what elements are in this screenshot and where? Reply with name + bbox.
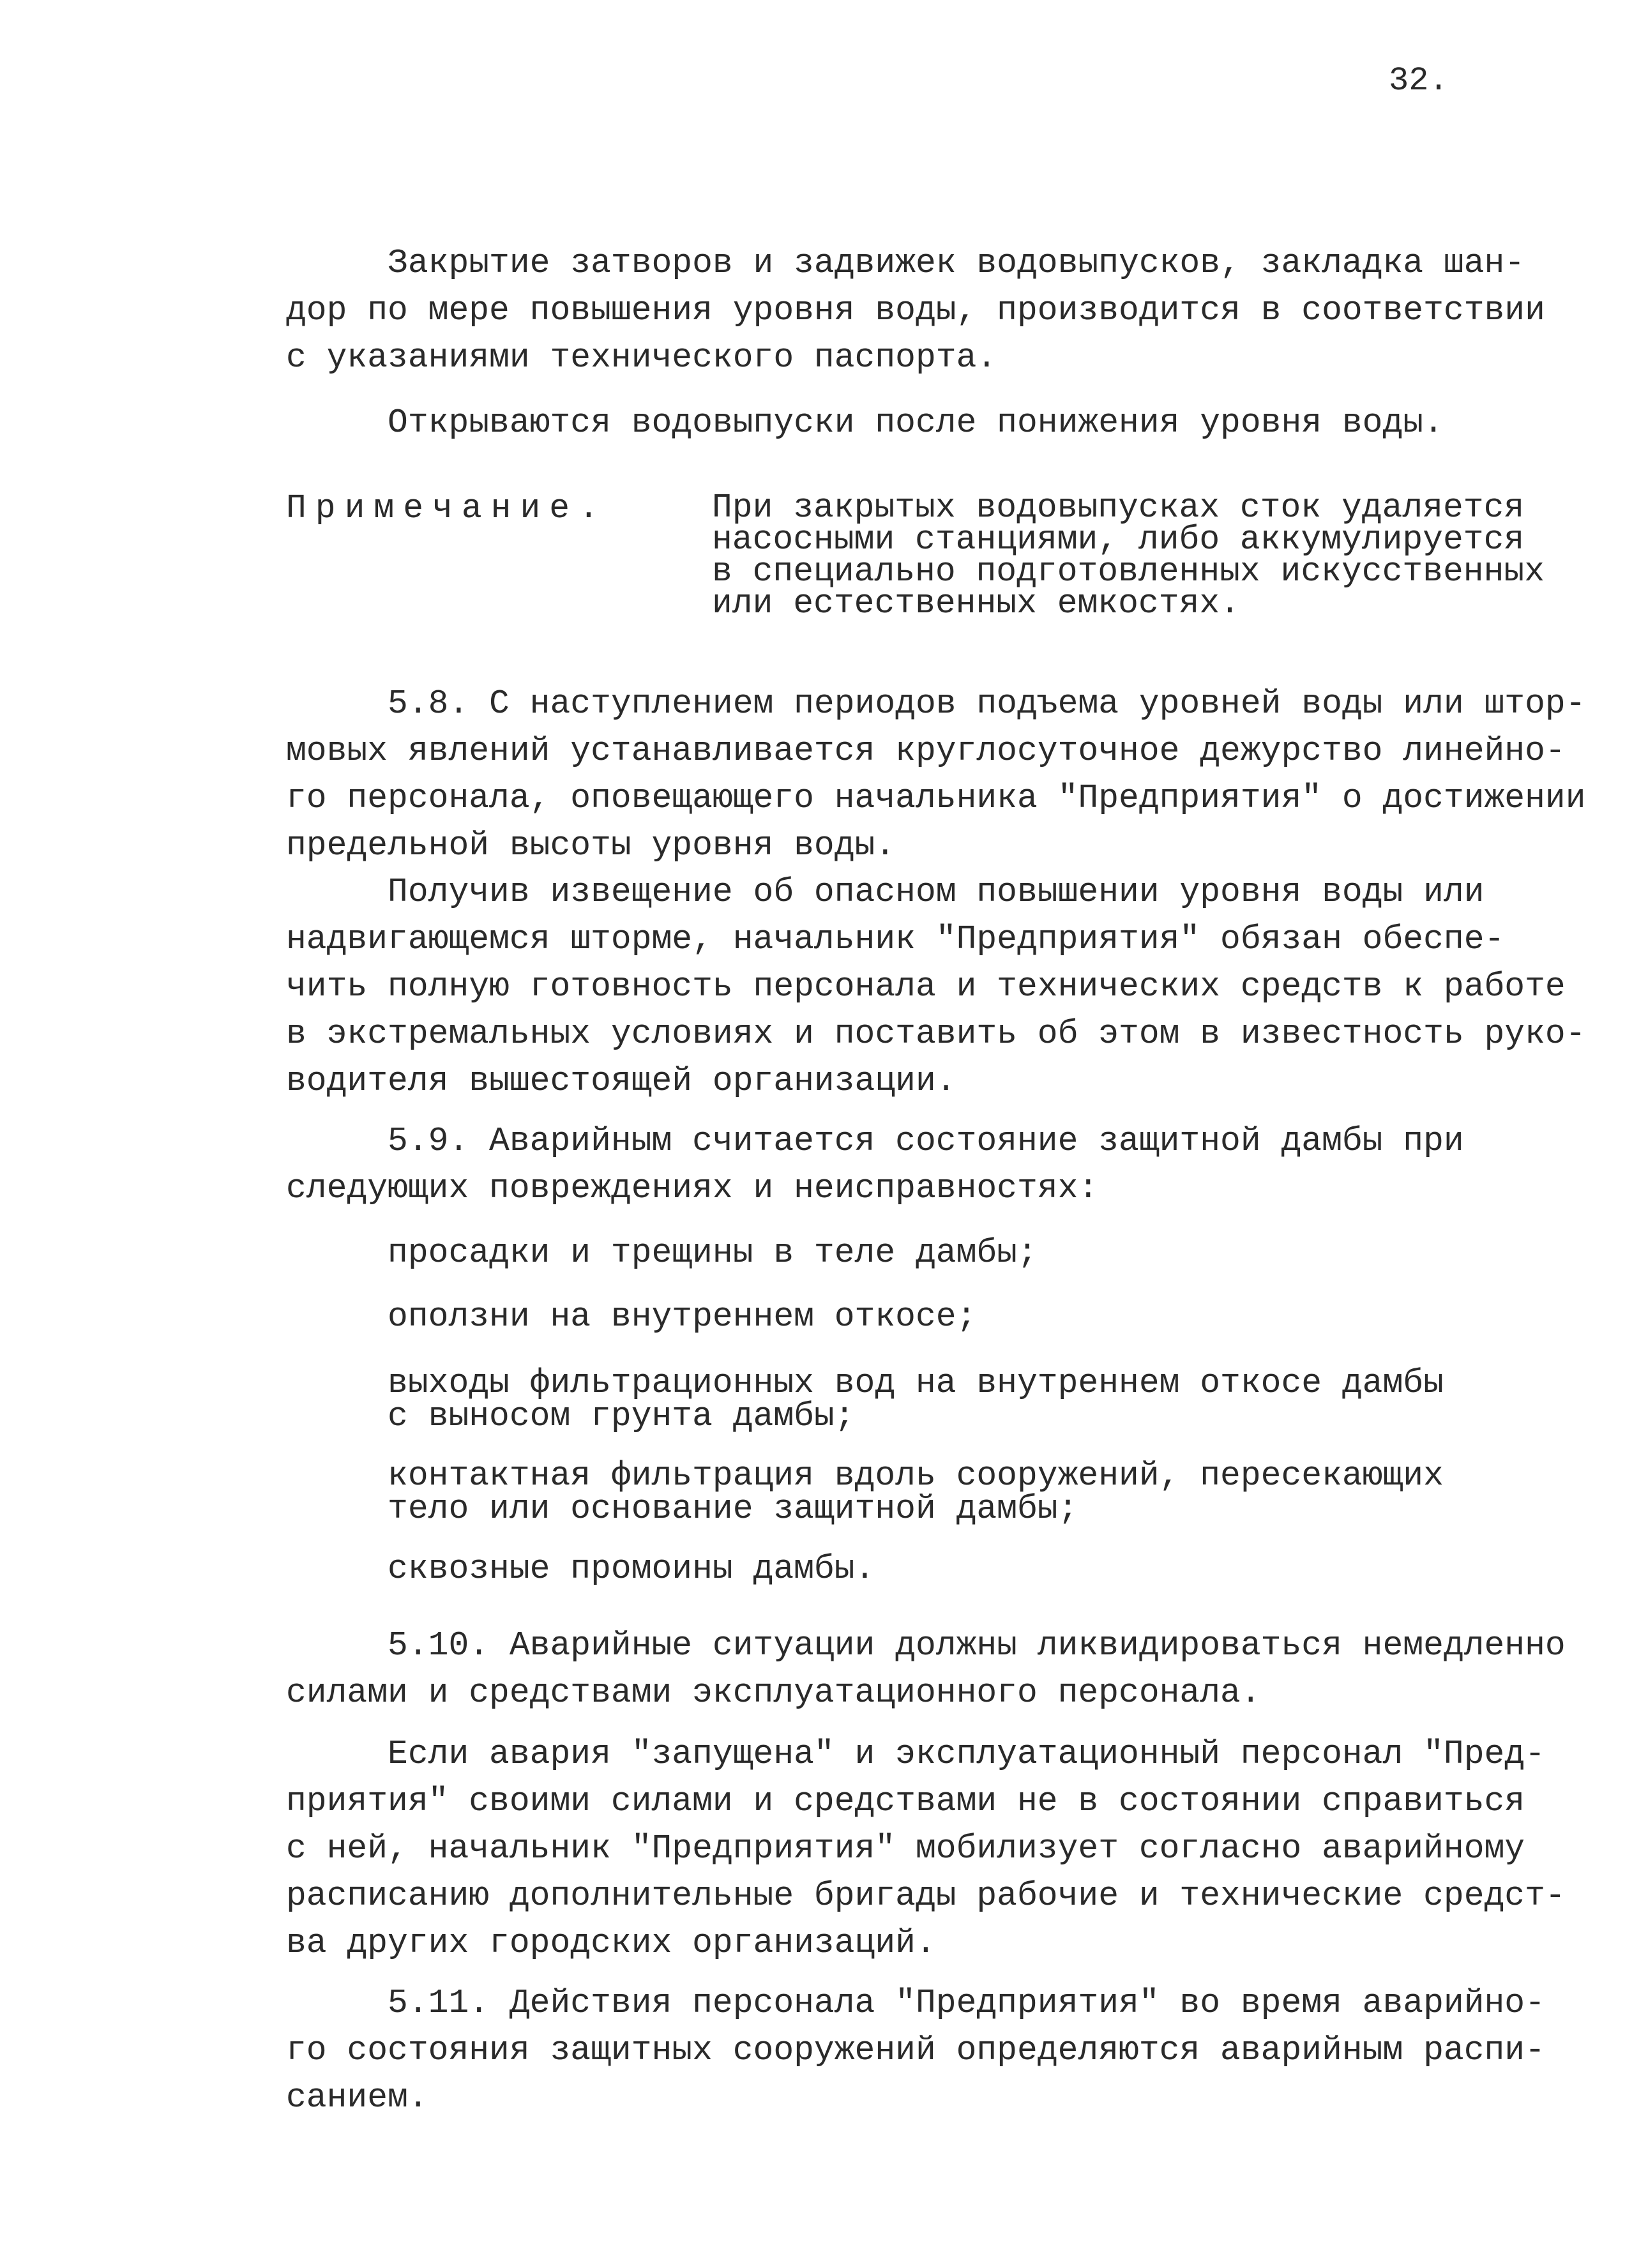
text-line: расписанию дополнительные бригады рабочие и технические средст- <box>286 1877 1566 1915</box>
text-line: 5.9. Аварийным считается состояние защитной дамбы при <box>286 1122 1464 1160</box>
paragraph-5-9 <box>286 1117 1563 1212</box>
text-line: Открываются водовыпуски после понижения уровня воды. <box>286 404 1444 442</box>
paragraph-accident-neglected <box>286 1730 1566 1967</box>
text-line: следующих повреждениях и неисправностях: <box>286 1169 1099 1207</box>
text-line: с указаниями технического паспорта. <box>286 338 997 377</box>
list-item <box>286 1229 1563 1276</box>
paragraph-opening-outlets <box>286 399 1563 446</box>
list-item-line: с выносом грунта дамбы; <box>286 1397 855 1435</box>
text-line: го состояния защитных сооружений определяются аварийным распи- <box>286 2031 1545 2069</box>
text-line: го персонала, оповещающего начальника "Предприятия" о достижении <box>286 779 1586 817</box>
text-line: санием. <box>286 2078 428 2117</box>
list-item-line: тело или основание защитной дамбы; <box>286 1490 1078 1528</box>
note-line: При закрытых водовыпусках сток удаляется <box>712 488 1525 527</box>
text-line: предельной высоты уровня воды. <box>286 826 896 865</box>
text-line: ва других городских организаций. <box>286 1924 936 1962</box>
paragraph-received-notice <box>286 868 1586 1105</box>
paragraph-closing-gates <box>286 239 1563 381</box>
note-line: насосными станциями, либо аккумулируется <box>712 520 1525 559</box>
text-line: чить полную готовность персонала и технических средств к работе <box>286 967 1566 1006</box>
list-item-line: оползни на внутреннем откосе; <box>286 1297 977 1336</box>
list-item-line: сквозные промоины дамбы. <box>286 1550 875 1588</box>
text-line: силами и средствами эксплуатационного персонала. <box>286 1674 1261 1712</box>
list-item <box>286 1545 1563 1592</box>
text-line: 5.11. Действия персонала "Предприятия" во время аварийно- <box>286 1984 1545 2022</box>
note-line: или естественных емкостях. <box>712 584 1240 623</box>
note-label: Примечание. <box>286 489 608 527</box>
paragraph-5-10 <box>286 1622 1566 1716</box>
text-line: Если авария "запущена" и эксплуатационный персонал "Пред- <box>286 1735 1545 1773</box>
list-item-line: просадки и трещины в теле дамбы; <box>286 1234 1038 1272</box>
note-line: в специально подготовленных искусственных <box>712 552 1545 591</box>
text-line: дор по мере повышения уровня воды, производится в соответствии <box>286 291 1545 329</box>
paragraph-5-11 <box>286 1979 1563 2121</box>
paragraph-5-8 <box>286 680 1586 869</box>
text-line: Закрытие затворов и задвижек водовыпусков, закладка шан- <box>286 244 1525 282</box>
text-line: 5.8. С наступлением периодов подъема уровней воды или штор- <box>286 684 1586 723</box>
list-item-line: выходы фильтрационных вод на внутреннем откосе дамбы <box>286 1364 1444 1402</box>
list-item <box>286 1293 1563 1340</box>
text-line: в экстремальных условиях и поставить об этом в известность руко- <box>286 1015 1586 1053</box>
page-number: 32. <box>1389 62 1449 100</box>
text-line: надвигающемся шторме, начальник "Предприятия" обязан обеспе- <box>286 920 1505 958</box>
text-line: водителя вышестоящей организации. <box>286 1062 956 1100</box>
text-line: приятия" своими силами и средствами не в состоянии справиться <box>286 1782 1525 1820</box>
list-item <box>286 1456 1563 1528</box>
text-line: Получив извещение об опасном повышении уровня воды или <box>286 873 1485 911</box>
list-item <box>286 1366 1563 1433</box>
text-line: мовых явлений устанавливается круглосуточное дежурство линейно- <box>286 732 1566 770</box>
text-line: 5.10. Аварийные ситуации должны ликвидироваться немедленно <box>286 1626 1566 1665</box>
list-item-line: контактная фильтрация вдоль сооружений, пересекающих <box>286 1456 1444 1495</box>
text-line: с ней, начальник "Предприятия" мобилизует согласно аварийному <box>286 1829 1525 1868</box>
note-body <box>712 488 1545 623</box>
